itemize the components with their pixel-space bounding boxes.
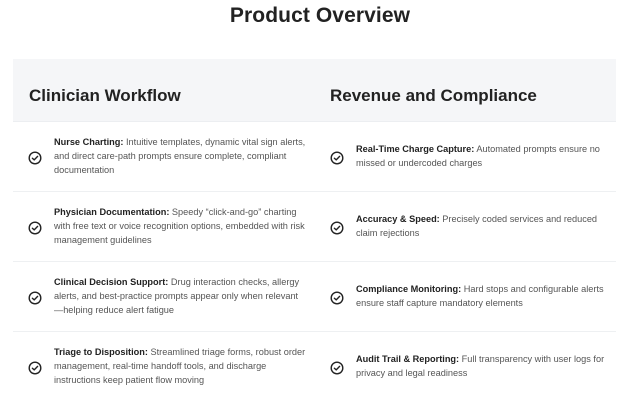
table-cell (13, 332, 314, 400)
table-cell (13, 122, 314, 191)
check-circle-icon (28, 361, 42, 375)
feature-title: Triage to Disposition: (54, 347, 148, 357)
table-row (13, 332, 616, 400)
column-header-revenue-compliance: Revenue and Compliance (330, 86, 537, 105)
check-circle-icon (28, 151, 42, 165)
feature-description: Triage to Disposition: Streamlined triage forms, robust order management, real-time handoff tools, and discharge instructions keep patient flow moving (54, 347, 306, 385)
check-circle-icon (28, 291, 42, 305)
table-cell (314, 332, 616, 400)
feature-description: Clinical Decision Support: Drug interaction checks, allergy alerts, and best-practice prompts appear only when relevant—helping reduce alert fatigue (54, 276, 300, 315)
feature-description: Nurse Charting: Intuitive templates, dynamic vital sign alerts, and direct care-path prompts ensure complete, compliant documentation (54, 136, 306, 175)
check-circle-icon (330, 151, 344, 165)
table-cell (13, 192, 314, 261)
page-title: Product Overview (229, 4, 411, 27)
feature-description: Physician Documentation: Speedy “click-and-go” charting with free text or voice recognition options, embedded with risk management guidelines (54, 206, 305, 245)
feature-description: Audit Trail & Reporting: Full transparency with user logs for privacy and legal readiness (356, 354, 605, 378)
feature-description: Real-Time Charge Capture: Automated prompts ensure no missed or undercoded charges (356, 143, 600, 168)
check-circle-icon (330, 361, 344, 375)
feature-title: Real-Time Charge Capture: (356, 143, 475, 154)
table-row (13, 262, 616, 332)
feature-description: Accuracy & Speed: Precisely coded services and reduced claim rejections (356, 213, 598, 238)
table-cell (314, 122, 616, 191)
feature-title: Audit Trail & Reporting: (356, 354, 460, 364)
table-cell (314, 262, 616, 331)
check-circle-icon (330, 291, 344, 305)
check-circle-icon (28, 221, 42, 235)
column-header-clinician-workflow: Clinician Workflow (29, 86, 181, 105)
check-circle-icon (330, 221, 344, 235)
feature-title: Accuracy & Speed: (356, 213, 440, 224)
feature-title: Clinical Decision Support: (54, 276, 169, 287)
feature-title: Physician Documentation: (54, 206, 170, 217)
table-header (13, 59, 616, 122)
table-row (13, 192, 616, 262)
feature-description: Compliance Monitoring: Hard stops and configurable alerts ensure staff capture mandatory elements (356, 283, 604, 308)
feature-comparison-table (13, 59, 616, 400)
table-cell (314, 192, 616, 261)
table-cell (13, 262, 314, 331)
feature-title: Nurse Charting: (54, 136, 124, 147)
table-row (13, 122, 616, 192)
feature-title: Compliance Monitoring: (356, 283, 462, 294)
